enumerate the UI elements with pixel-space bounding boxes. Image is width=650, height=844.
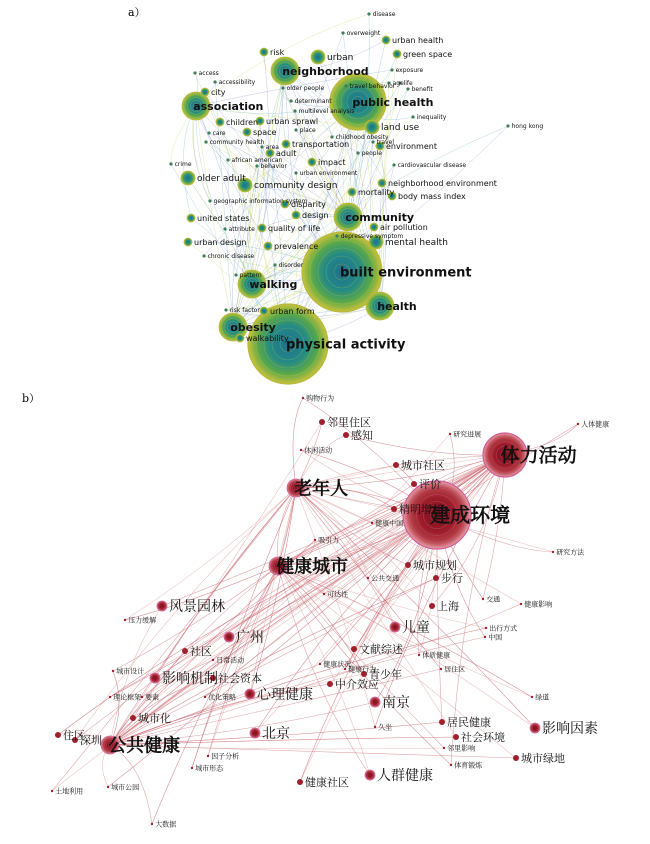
node-label: 城市化 — [138, 711, 171, 725]
node-label: green space — [403, 49, 453, 59]
node-label: 土地利用 — [55, 787, 84, 796]
node-label: space — [253, 127, 277, 137]
node-label: exposure — [395, 67, 424, 75]
node-label: crime — [174, 161, 192, 169]
node-older-people — [281, 86, 284, 89]
node-影响因素 — [530, 723, 540, 733]
node-邻里住区 — [319, 419, 325, 425]
node-label: 城市设计 — [116, 667, 145, 676]
node-disorder — [273, 263, 276, 266]
node-大数据 — [151, 823, 153, 825]
node-label: 人群健康 — [377, 767, 433, 784]
network-link — [293, 398, 303, 488]
node-label: 理论框架 — [113, 693, 142, 702]
node-城市设计 — [112, 670, 114, 672]
node-label: association — [193, 99, 264, 113]
node-label: geographic information system — [213, 198, 308, 206]
node-label: urban environment — [299, 170, 358, 178]
node-exposure — [390, 68, 393, 71]
node-label: body mass index — [398, 191, 466, 201]
node-label: 广州 — [236, 629, 264, 646]
node-label: 城市社区 — [401, 458, 445, 472]
node-cardiovascular-disease — [392, 163, 395, 166]
node-label: environment — [386, 141, 437, 151]
node-overweight — [341, 31, 344, 34]
node-label: community — [345, 210, 415, 224]
node-benefit — [406, 87, 409, 90]
node-健康影响 — [520, 603, 522, 605]
node-mortality — [348, 188, 356, 196]
node-label: travel behavior — [349, 83, 396, 91]
node-depressive-symptom — [335, 234, 338, 237]
node-label: 研究方法 — [556, 548, 585, 557]
node-体质健康 — [418, 654, 420, 656]
node-社区 — [182, 648, 188, 654]
node-label: 压力缓解 — [128, 616, 157, 625]
node-label: 健康状况 — [323, 660, 352, 669]
node-label: 邻里住区 — [327, 415, 371, 429]
node-南京 — [370, 697, 380, 707]
node-研究进展 — [449, 433, 451, 435]
node-心理健康 — [245, 689, 255, 699]
node-城市绿地 — [513, 755, 519, 761]
node-label: 风景园林 — [169, 598, 225, 615]
node-理论框架 — [109, 696, 111, 698]
node-人体健康 — [577, 423, 579, 425]
node-label: 住区 — [63, 728, 85, 742]
node-people — [356, 151, 359, 154]
node-urban-health — [382, 36, 390, 44]
node-label: urban form — [270, 306, 315, 316]
node-label: travel — [376, 139, 395, 147]
node-label: 要素 — [145, 693, 160, 702]
node-air-pollution — [370, 223, 378, 231]
node-label: 健康城市 — [276, 556, 349, 578]
node-label: 购物行为 — [306, 394, 335, 403]
node-travel-behavior — [344, 84, 347, 87]
node-label: 可达性 — [327, 590, 349, 599]
node-label: children — [226, 117, 259, 127]
node-label: quality of life — [268, 223, 321, 233]
node-label: walkability — [246, 333, 289, 343]
node-label: mortality — [358, 187, 395, 197]
node-label: 公共健康 — [108, 735, 181, 757]
node-label: walking — [249, 277, 298, 291]
node-label: impact — [318, 157, 346, 167]
node-label: 人体健康 — [581, 420, 610, 429]
node-geographic-information-system — [208, 199, 211, 202]
node-label: disparity — [291, 199, 326, 209]
node-label: 城市规划 — [413, 558, 457, 572]
node-label: mental health — [385, 238, 448, 249]
node-label: overweight — [346, 30, 381, 38]
node-chronic-disease — [202, 254, 205, 257]
node-label: inequality — [416, 114, 447, 122]
node-place — [294, 128, 297, 131]
node-因子分析 — [207, 755, 209, 757]
node-label: 南京 — [382, 694, 410, 711]
node-label: 老年人 — [294, 478, 349, 500]
node-城市规划 — [405, 562, 411, 568]
node-label: 居住区 — [444, 665, 466, 674]
node-prevalence — [264, 242, 272, 250]
node-label: land use — [381, 123, 420, 134]
node-space — [243, 128, 251, 136]
node-older-adult — [181, 171, 195, 185]
node-care — [207, 131, 210, 134]
node-城市形态 — [191, 767, 193, 769]
node-评价 — [411, 481, 417, 487]
node-久坐 — [374, 726, 376, 728]
node-绿道 — [531, 696, 533, 698]
node-label: 中国 — [488, 633, 503, 642]
node-childhood-obesity — [330, 135, 333, 138]
node-impact — [308, 158, 316, 166]
node-label: 深圳 — [80, 733, 102, 747]
node-label: 健康行为 — [348, 665, 377, 674]
node-attribute — [223, 227, 226, 230]
node-urban — [311, 50, 325, 64]
node-label: transportation — [292, 139, 350, 149]
node-健康状况 — [319, 663, 321, 665]
node-label: 因子分析 — [211, 752, 240, 761]
node-label: 北京 — [262, 725, 290, 742]
node-label: risk factor — [229, 307, 260, 315]
node-研究方法 — [552, 551, 554, 553]
node-label: 健康影响 — [524, 600, 553, 609]
node-label: public health — [352, 95, 434, 109]
node-label: adult — [276, 148, 297, 158]
node-label: urban health — [392, 35, 444, 45]
node-社会环境 — [453, 734, 459, 740]
node-label: design — [302, 210, 329, 220]
node-label: older adult — [197, 174, 246, 185]
node-label: 城市形态 — [195, 764, 224, 773]
node-label: 建成环境 — [430, 503, 511, 527]
node-儿童 — [390, 622, 400, 632]
node-出行方式 — [485, 627, 487, 629]
node-label: multilevel analysis — [298, 108, 355, 116]
node-上海 — [429, 603, 435, 609]
node-label: age — [392, 80, 404, 88]
node-中国 — [484, 636, 486, 638]
node-multilevel-analysis — [293, 109, 296, 112]
node-label: built environment — [340, 265, 472, 281]
node-community-health — [204, 140, 207, 143]
node-label: area — [265, 144, 279, 152]
node-label: 儿童 — [402, 619, 430, 636]
node-label: life — [403, 80, 413, 88]
node-风景园林 — [157, 601, 167, 611]
node-behavior — [255, 164, 258, 167]
node-label: 吸引力 — [318, 536, 340, 545]
node-label: 交通 — [486, 595, 501, 604]
node-label: 邻里影响 — [447, 744, 476, 753]
node-步行 — [433, 575, 439, 581]
node-休闲活动 — [300, 449, 302, 451]
node-影响机制 — [150, 673, 160, 683]
node-label: urban — [327, 53, 354, 64]
node-label: community design — [254, 181, 338, 192]
node-land-use — [365, 120, 379, 134]
node-城市公园 — [107, 786, 109, 788]
node-label: depressive symptom — [340, 233, 404, 241]
node-邻里影响 — [443, 747, 445, 749]
node-walkability — [236, 334, 244, 342]
node-label: united states — [197, 213, 250, 223]
node-label: neighborhood environment — [388, 178, 497, 188]
node-label: benefit — [411, 86, 433, 94]
node-交通 — [482, 598, 484, 600]
node-label: urban design — [194, 237, 247, 247]
node-label: 心理健康 — [257, 686, 313, 703]
node-label: 优化策略 — [208, 693, 237, 702]
node-label: 体质健康 — [422, 651, 451, 660]
node-label: 久坐 — [378, 723, 393, 732]
node-label: city — [211, 87, 226, 97]
node-label: 精明增长 — [399, 502, 443, 516]
node-人群健康 — [365, 770, 375, 780]
node-pattern — [234, 273, 237, 276]
node-label: 绿道 — [535, 693, 550, 702]
node-优化策略 — [204, 696, 206, 698]
node-quality-of-life — [258, 224, 266, 232]
node-label: 步行 — [441, 571, 463, 585]
node-label: air pollution — [380, 222, 428, 232]
node-城市化 — [130, 715, 136, 721]
node-label: 居民健康 — [447, 715, 491, 729]
node-感知 — [343, 432, 349, 438]
node-label: 体力活动 — [500, 444, 577, 467]
node-label: obesity — [230, 320, 276, 334]
node-label: access — [198, 70, 219, 78]
node-label: risk — [270, 47, 285, 57]
node-african-american — [226, 158, 229, 161]
node-居住区 — [440, 668, 442, 670]
node-label: neighborhood — [282, 64, 369, 78]
node-label: 城市绿地 — [521, 751, 565, 765]
node-urban-environment — [294, 171, 297, 174]
node-label: 城市公园 — [111, 783, 140, 792]
node-label: place — [299, 127, 316, 135]
node-risk-factor — [224, 308, 227, 311]
node-label: urban sprawl — [266, 116, 319, 126]
node-urban-form — [260, 307, 268, 315]
node-label: determinant — [294, 98, 332, 106]
node-label: 研究进展 — [453, 430, 482, 439]
node-label: people — [361, 150, 382, 158]
node-label: hong kong — [511, 123, 544, 131]
node-accessibility — [213, 80, 216, 83]
node-文献综述 — [351, 646, 357, 652]
node-hong-kong — [506, 124, 509, 127]
node-中介效应 — [327, 681, 333, 687]
node-label: 感知 — [351, 428, 373, 442]
node-label: care — [212, 130, 226, 138]
node-label: cardiovascular disease — [397, 162, 467, 170]
node-neighborhood-environment — [378, 179, 386, 187]
node-label: 日常活动 — [216, 656, 245, 665]
node-label: 青少年 — [369, 667, 402, 681]
node-label: 健康社区 — [305, 775, 349, 789]
node-土地利用 — [51, 790, 53, 792]
panel-b-label: b） — [22, 392, 41, 405]
node-label: 中介效应 — [335, 677, 379, 691]
node-label: older people — [286, 85, 325, 93]
node-购物行为 — [302, 397, 304, 399]
node-健康中国 — [371, 522, 373, 524]
node-label: 出行方式 — [489, 624, 518, 633]
node-city — [201, 88, 209, 96]
node-日常活动 — [212, 659, 214, 661]
node-label: 休闲活动 — [304, 446, 333, 455]
node-green-space — [393, 50, 401, 58]
panel-a-label: a） — [128, 6, 146, 19]
node-label: prevalence — [274, 241, 319, 251]
node-住区 — [55, 732, 61, 738]
node-居民健康 — [439, 719, 445, 725]
node-压力缓解 — [124, 619, 126, 621]
node-united-states — [187, 214, 195, 222]
node-label: 大数据 — [155, 820, 177, 829]
node-disease — [367, 12, 370, 15]
node-label: 文献综述 — [359, 642, 403, 656]
node-label: physical activity — [286, 337, 406, 353]
node-label: 体育锻炼 — [454, 761, 483, 770]
node-inequality — [411, 115, 414, 118]
node-determinant — [289, 99, 292, 102]
node-体育锻炼 — [450, 764, 452, 766]
node-label: accessibility — [218, 79, 256, 87]
node-label: 社会资本 — [218, 671, 262, 685]
node-label: health — [377, 299, 417, 313]
node-risk — [260, 48, 268, 56]
node-公共交通 — [367, 577, 369, 579]
node-label: behavior — [260, 163, 287, 171]
node-label: 公共交通 — [371, 574, 400, 583]
node-label: 影响机制 — [162, 670, 218, 687]
node-label: chronic disease — [207, 253, 255, 261]
node-crime — [169, 162, 172, 165]
node-吸引力 — [314, 539, 316, 541]
node-城市社区 — [393, 462, 399, 468]
node-精明增长 — [391, 506, 397, 512]
node-北京 — [250, 728, 260, 738]
node-label: 上海 — [437, 599, 459, 613]
node-健康社区 — [297, 779, 303, 785]
node-children — [216, 118, 224, 126]
node-label: 社区 — [190, 644, 212, 658]
node-access — [193, 71, 196, 74]
node-label: 社会环境 — [461, 730, 505, 744]
node-label: attribute — [228, 226, 255, 234]
node-label: pattern — [239, 272, 262, 280]
node-label: 影响因素 — [542, 720, 598, 737]
node-label: 评价 — [419, 477, 441, 491]
node-label: community health — [209, 139, 265, 147]
node-label: disease — [372, 11, 396, 19]
node-transportation — [282, 140, 290, 148]
node-label: childhood obesity — [335, 134, 389, 142]
node-urban-design — [184, 238, 192, 246]
node-design — [292, 211, 300, 219]
node-label: 健康中国 — [375, 519, 404, 528]
node-label: african american — [231, 157, 283, 165]
node-可达性 — [323, 593, 325, 595]
node-label: disorder — [278, 262, 304, 270]
node-广州 — [224, 632, 234, 642]
